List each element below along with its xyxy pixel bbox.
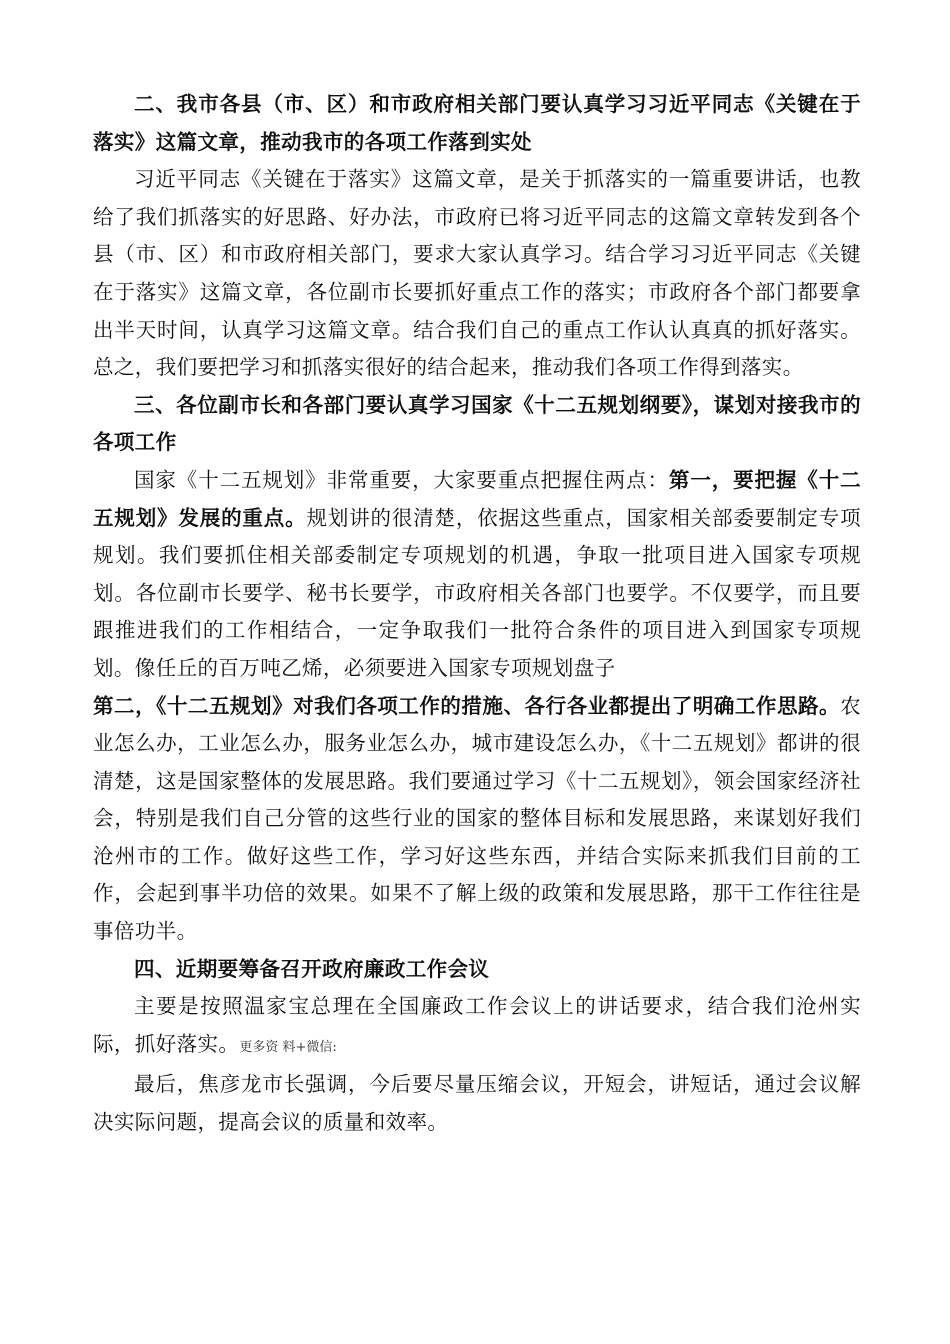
section3-point2-heading: 第二，《十二五规划》对我们各项工作的措施、各行各业都提出了明确工作思路。 xyxy=(93,693,841,718)
closing-body: 最后，焦彦龙市长强调，今后要尽量压缩会议，开短会，讲短话，通过会议解决实际问题，提高会议的质量和效率。 xyxy=(93,1072,861,1135)
section4-body xyxy=(93,988,861,1066)
document-page xyxy=(93,86,861,1142)
section3-body xyxy=(93,462,861,688)
section3-intro: 国家《十二五规划》非常重要，大家要重点把握住两点： xyxy=(134,467,669,492)
section2-heading: 二、我市各县（市、区）和市政府相关部门要认真学习习近平同志《关键在于落实》这篇文章，推动我市的各项工作落到实处 xyxy=(93,92,861,154)
section3-point1-text: 规划讲的很清楚，依据这些重点，国家相关部委要制定专项规划。我们要抓住相关部委制定专项规划的机遇，争取一批项目进入国家专项规划。各位副市长要学、秘书长要学，市政府相关各部门也要学。不仅要学，而且要跟推进我们的工作相结合，一定争取我们一批符合条件的项目进入到国家专项规划。像任丘的百万吨乙烯，必须要进入国家专项规划盘子 xyxy=(93,505,862,680)
section3-point1-heading: 第一，要把握《十二五规划》发展的重点。 xyxy=(93,467,861,530)
section3-point2-text: 农业怎么办，工业怎么办，服务业怎么办，城市建设怎么办，《十二五规划》都讲的很清楚，这是国家整体的发展思路。我们要通过学习《十二五规划》，领会国家经济社会，特别是我们自己分管的这些行业的国家的整体目标和发展思路，来谋划好我们沧州市的工作。做好这些工作，学习好这些东西，并结合实际来抓我们目前的工作，会起到事半功倍的效果。如果不了解上级的政策和发展思路，那干工作往往是事倍功半。 xyxy=(93,693,861,944)
section2-body: 习近平同志《关键在于落实》这篇文章，是关于抓落实的一篇重要讲话，也教给了我们抓落实的好思路、好办法，市政府已将习近平同志的这篇文章转发到各个县（市、区）和市政府相关部门，要求大家认真学习。结合学习习近平同志《关键在于落实》这篇文章，各位副市长要抓好重点工作的落实；市政府各个部门都要拿出半天时间，认真学习这篇文章。结合我们自己的重点工作认认真真的抓好落实。总之，我们要把学习和抓落实很好的结合起来，推动我们各项工作得到落实。 xyxy=(93,167,861,380)
contact-note: 更多资 料+微信: xyxy=(239,1039,337,1055)
section4-body-text: 主要是按照温家宝总理在全国廉政工作会议上的讲话要求，结合我们沧州实际，抓好落实。 xyxy=(93,994,861,1056)
section4-heading: 四、近期要筹备召开政府廉政工作会议 xyxy=(134,956,490,981)
section3-point2 xyxy=(93,688,861,951)
section3-heading: 三、各位副市长和各部门要认真学习国家《十二五规划纲要》，谋划对接我市的各项工作 xyxy=(93,392,861,455)
